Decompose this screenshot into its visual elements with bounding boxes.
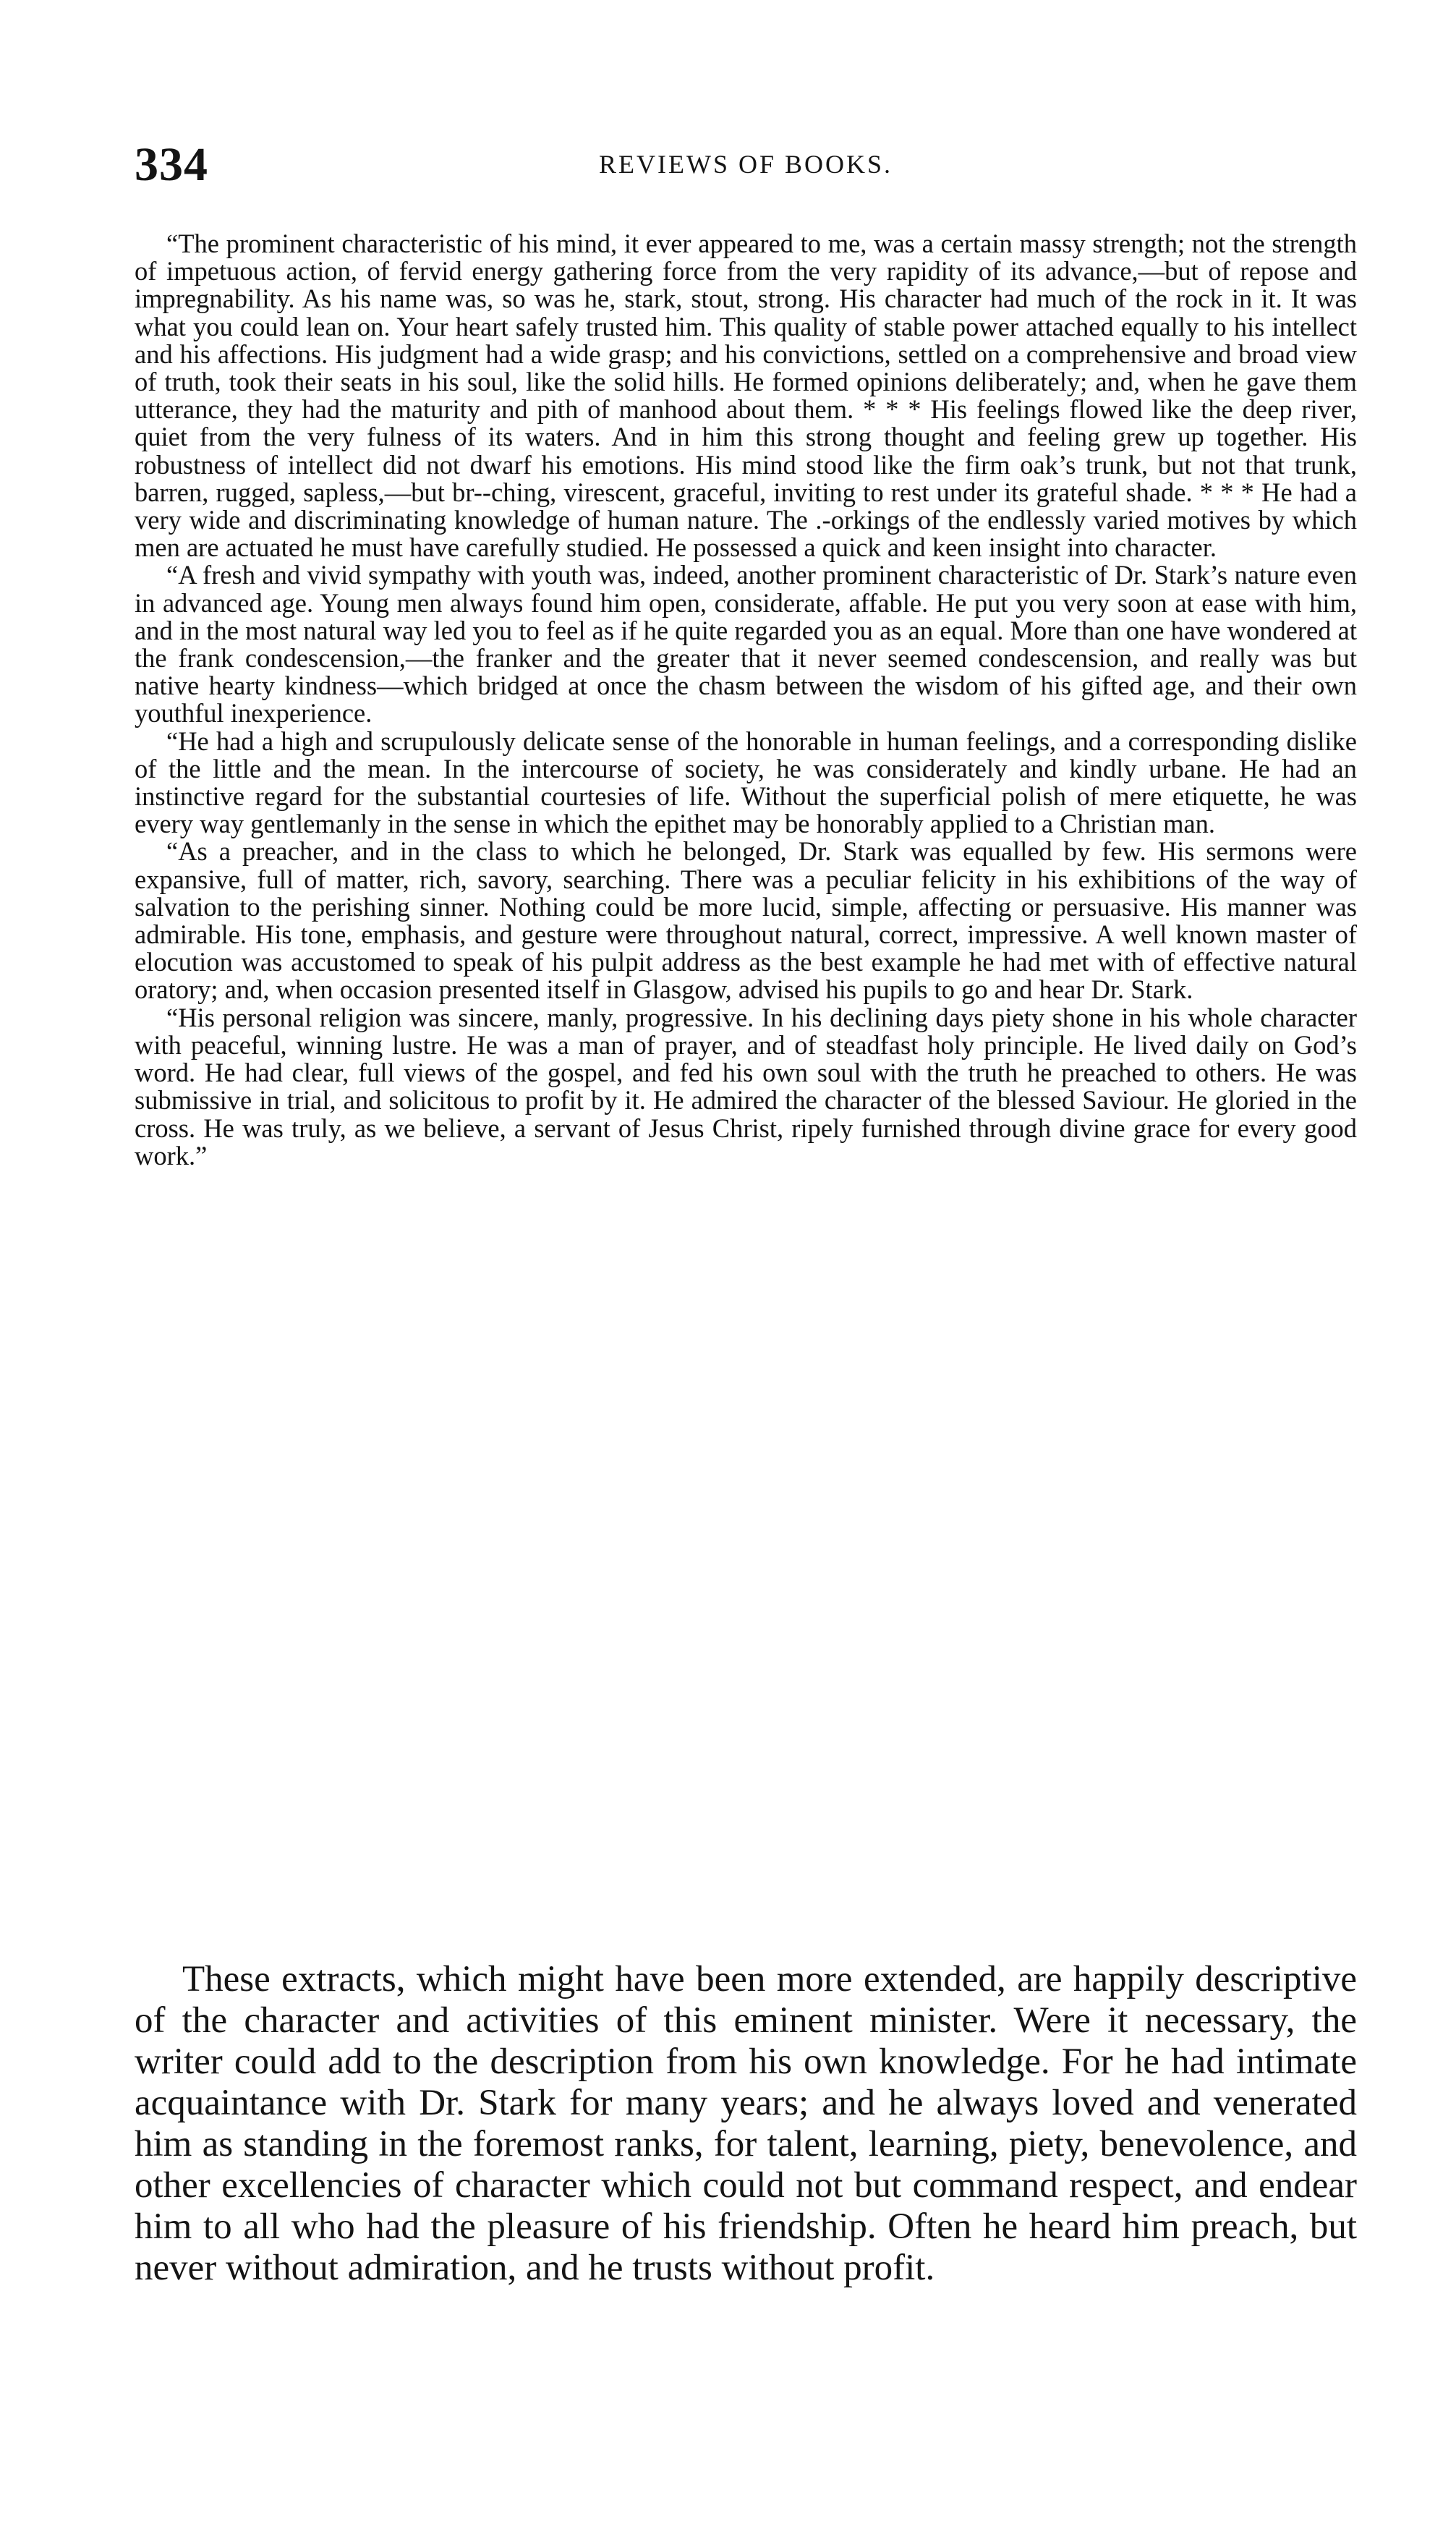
- quote-paragraph: “The prominent characteristic of his mind, it ever appeared to me, was a certain massy strength; not the strength of impetuous action, of fervid energy gathering force from the very rapidity of its advance,—but of repose and impregnability. As his name was, so was he, stark, stout, strong. His character had much of the rock in it. It was what you could lean on. Your heart safely trusted him. This quality of stable power attached equally to his intellect and his affections. His judgment had a wide grasp; and his convictions, settled on a comprehensive and broad view of truth, took their seats in his soul, like the solid hills. He formed opinions deliberately; and, when he gave them utterance, they had the maturity and pith of manhood about them. * * * His feelings flowed like the deep river, quiet from the very fulness of its waters. And in him this strong thought and feeling grew up together. His robustness of intellect did not dwarf his emotions. His mind stood like the firm oak’s trunk, but not that trunk, barren, rugged, sapless,—but br--ching, virescent, graceful, inviting to rest under its grateful shade. * * * He had a very wide and discriminating knowledge of human nature. The .-orkings of the endlessly varied motives by which men are actuated he must have carefully studied. He possessed a quick and keen insight into character.: [135, 229, 1357, 563]
- quote-paragraph: “As a preacher, and in the class to which he belonged, Dr. Stark was equalled by few. His sermons were expansive, full of matter, rich, savory, searching. There was a peculiar felicity in his exhibitions of the way of salvation to the perishing sinner. Nothing could be more lucid, simple, affecting or persuasive. His manner was admirable. His tone, emphasis, and gesture were throughout natural, correct, impressive. A well known master of elocution was accustomed to speak of his pulpit address as the best example he had met with of effective natural oratory; and, when occasion presented itself in Glasgow, advised his pupils to go and hear Dr. Stark.: [135, 836, 1357, 1005]
- page-number: 334: [135, 138, 208, 191]
- body-text: [135, 1959, 1357, 2289]
- block-quotation: [135, 230, 1357, 1170]
- body-paragraph: These extracts, which might have been more extended, are happily descriptive of the character and activities of this eminent minister. Were it necessary, the writer could add to the description from his own knowledge. For he had intimate acquaintance with Dr. Stark for many years; and he always loved and venerated him as standing in the foremost ranks, for talent, learning, piety, benevolence, and other excellencies of character which could not but command respect, and endear him to all who had the pleasure of his friendship. Often he heard him preach, but never without admiration, and he trusts without profit.: [135, 1959, 1357, 2288]
- quote-paragraph: “His personal religion was sincere, manly, progressive. In his declining days piety shone in his whole character with peaceful, winning lustre. He was a man of prayer, and of steadfast holy principle. He lived daily on God’s word. He had clear, full views of the gospel, and fed his own soul with the truth he preached to others. He was submissive in trial, and solicitous to profit by it. He admired the character of the blessed Saviour. He gloried in the cross. He was truly, as we believe, a servant of Jesus Christ, ripely furnished through divine grace for every good work.”: [135, 1002, 1357, 1170]
- quote-paragraph: “He had a high and scrupulously delicate sense of the honorable in human feelings, and a corresponding dislike of the little and the mean. In the intercourse of society, he was considerately and kindly urbane. He had an instinctive regard for the substantial courtesies of life. Without the superficial polish of mere etiquette, he was every way gentlemanly in the sense in which the epithet may be honorably applied to a Christian man.: [135, 726, 1357, 839]
- page-header: [135, 137, 1357, 195]
- quote-paragraph: “A fresh and vivid sympathy with youth was, indeed, another prominent characteristic of Dr. Stark’s nature even in advanced age. Young men always found him open, considerate, affable. He put you very soon at ease with him, and in the most natural way led you to feel as if he quite regarded you as an equal. More than one have wondered at the frank condescension,—the franker and the greater that it never seemed condescension, and really was but native hearty kindness—which bridged at once the chasm between the wisdom of his gifted age, and their own youthful inexperience.: [135, 560, 1357, 728]
- running-head: REVIEWS OF BOOKS.: [598, 150, 893, 179]
